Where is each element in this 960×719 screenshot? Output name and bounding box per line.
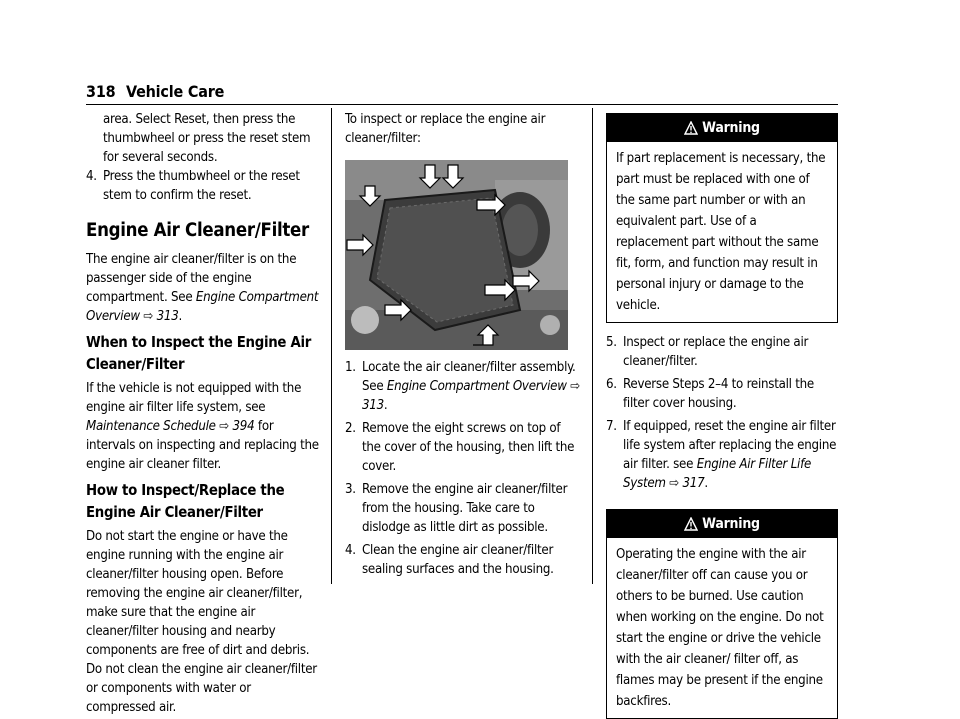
link-maintenance-schedule[interactable]: Maintenance Schedule ⇨ 394 [86,419,255,434]
step-7: 7. If equipped, reset the engine air filter life system after replacing the engine air filter. see Engine Air Filter Life System ⇨ 317. [606,419,837,491]
procedure-intro: To inspect or replace the engine air cleaner/filter: [345,112,546,146]
step-text: Press the thumbwheel or the reset stem to confirm the reset. [103,169,300,203]
step-5: 5. Inspect or replace the engine air cleaner/filter. [606,335,809,369]
column-1 [86,110,322,717]
ref-arrow-icon: ⇨ [570,379,580,394]
step-4 [86,167,322,205]
heading-when-to-inspect: When to Inspect the Engine Air Cleaner/Filter [86,334,311,373]
warning-text: If part replacement is necessary, the part must be replaced with one of the same part number or with an equivalent part. Use of a replacement part without the same fit, form, and function may result in personal injury or damage to the vehicle. [616,151,826,313]
step-2: 2. Remove the eight screws on top of the cover of the housing, then lift the cover. [345,421,575,474]
column-2 [345,110,581,579]
warning-icon [684,517,698,531]
heading-engine-air-cleaner: Engine Air Cleaner/Filter [86,220,309,241]
page-header [86,82,838,105]
warning-box-1 [606,113,838,323]
link-engine-compartment-overview[interactable]: Engine Compartment Overview ⇨ 313 [86,290,319,324]
page-number: 318 [86,82,116,101]
heading-how-to-inspect: How to Inspect/Replace the Engine Air Cleaner/Filter [86,482,285,521]
intro-paragraph: The engine air cleaner/filter is on the passenger side of the engine compartment. See Engine Compartment Overview ⇨ 313. [86,252,319,324]
how-paragraph: Do not start the engine or have the engine running with the engine air cleaner/filter housing open. Before removing the engine air cleaner/filter, make sure that the engine air cleaner/filter housing and nearby components are free of dirt and debris. Do not clean the engine air cleaner/filter or components with water or compressed air. [86,529,317,715]
column-divider-1 [331,108,332,584]
warning-header: Warning [607,114,837,142]
step-number: 4. [86,169,97,184]
when-paragraph: If the vehicle is not equipped with the engine air filter life system, see Maintenance Schedule ⇨ 394 for intervals on inspecting and replacing the engine air cleaner filter. [86,381,319,472]
ref-arrow-icon: ⇨ [143,309,154,324]
warning-text: Operating the engine with the air cleaner/filter off can cause you or others to be burned. Use caution when working on the engine. Do not start the engine or drive the vehicle with the air cleaner/ filter off, as flames may be present if the engine backfires. [616,547,824,709]
step-1: 1. Locate the air cleaner/filter assembly. See Engine Compartment Overview ⇨ 313. [345,360,580,413]
engine-air-cleaner-photo [345,160,568,350]
step-3: 3. Remove the engine air cleaner/filter from the housing. Take care to dislodge as little dirt as possible. [345,482,568,535]
link-engine-air-filter-life-system[interactable]: Engine Air Filter Life System ⇨ 317 [623,457,812,491]
step-6: 6. Reverse Steps 2–4 to reinstall the filter cover housing. [606,377,814,411]
link-engine-compartment-overview[interactable]: Engine Compartment Overview ⇨ 313 [362,379,580,413]
warning-header: Warning [607,510,837,538]
continued-step-text: area. Select Reset, then press the thumbwheel or press the reset stem for several seconds. [103,112,311,165]
warning-box-2 [606,509,838,719]
ref-arrow-icon: ⇨ [219,419,229,434]
warning-icon [684,121,698,135]
section-title: Vehicle Care [126,82,225,101]
step-4: 4. Clean the engine air cleaner/filter sealing surfaces and the housing. [345,543,554,577]
column-divider-2 [592,108,593,584]
ref-arrow-icon: ⇨ [669,476,679,491]
column-3 [606,113,838,719]
